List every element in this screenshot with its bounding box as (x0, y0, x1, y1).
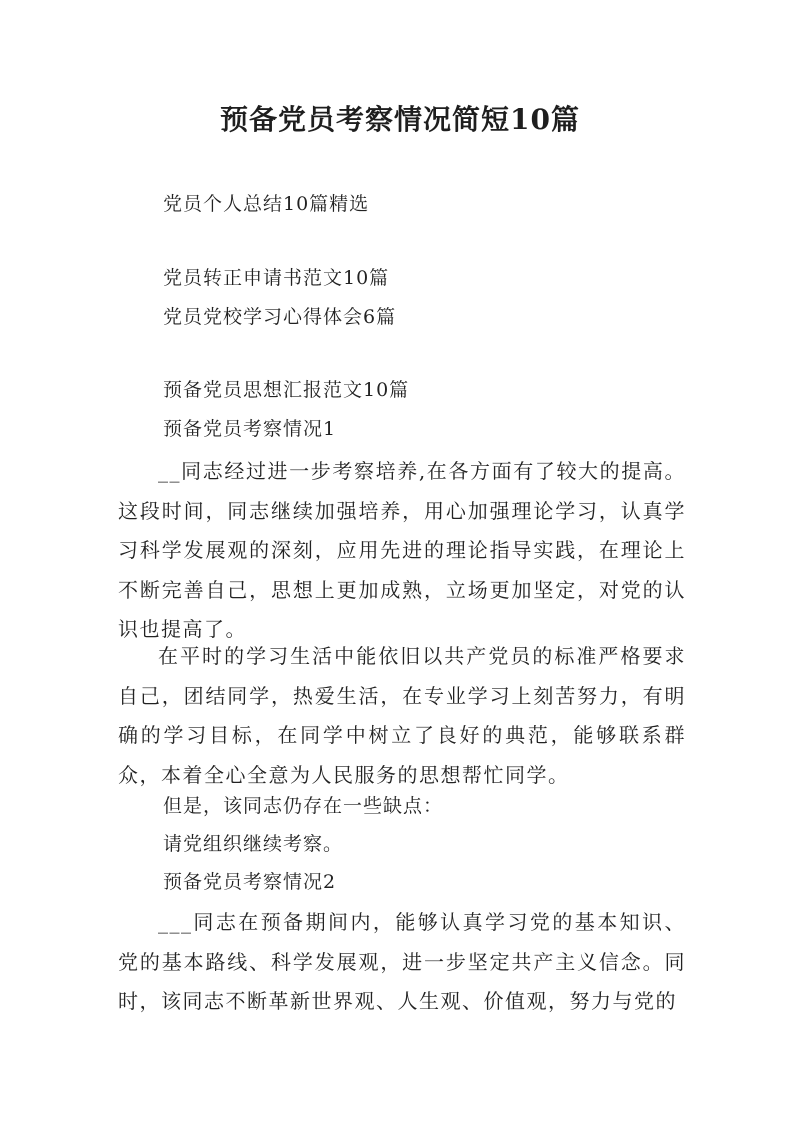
section-1-paragraph-2: 在平时的学习生活中能依旧以共产党员的标准严格要求自己，团结同学，热爱生活，在专业学习上刻苦努力，有明确的学习目标，在同学中树立了良好的典范，能够联系群众，本着全心全意为人民服务的思想帮忙同学。 (118, 644, 686, 787)
document-title: 预备党员考察情况简短10篇 (220, 103, 580, 136)
section-1-request: 请党组织继续考察。 (163, 833, 344, 855)
related-link-1[interactable]: 党员个人总结10篇精选 (163, 193, 370, 215)
related-link-4[interactable]: 预备党员思想汇报范文10篇 (163, 379, 410, 401)
section-1-paragraph-1: __同志经过进一步考察培养,在各方面有了较大的提高。这段时间，同志继续加强培养，用心加强理论学习，认真学习科学发展观的深刻，应用先进的理论指导实践，在理论上不断完善自己，思想上更加成熟，立场更加坚定，对党的认识也提高了。 (118, 459, 686, 641)
section-1-shortcoming: 但是，该同志仍存在一些缺点： (163, 795, 444, 817)
section-1-heading: 预备党员考察情况1 (163, 418, 337, 440)
section-2-paragraph-1: ___同志在预备期间内，能够认真学习党的基本知识、党的基本路线、科学发展观，进一步坚定共产主义信念。同时，该同志不断革新世界观、人生观、价值观，努力与党的 (118, 910, 686, 1013)
related-link-3[interactable]: 党员党校学习心得体会6篇 (163, 306, 397, 328)
section-2-heading: 预备党员考察情况2 (163, 871, 337, 893)
related-link-2[interactable]: 党员转正申请书范文10篇 (163, 267, 390, 289)
